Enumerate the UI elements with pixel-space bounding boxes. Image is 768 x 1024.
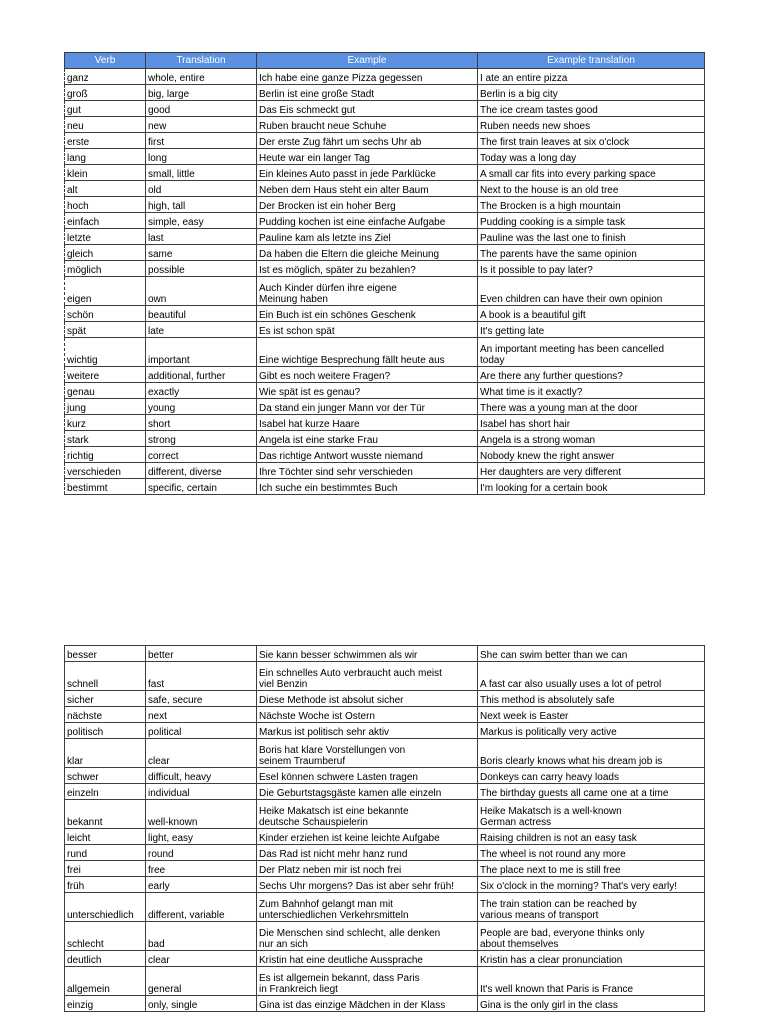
verb-cell: leicht — [65, 829, 146, 845]
example-translation-cell: Her daughters are very different — [478, 463, 705, 479]
example-translation-cell: What time is it exactly? — [478, 383, 705, 399]
table-row — [65, 861, 705, 877]
table-row — [65, 85, 705, 101]
example-cell: Das richtige Antwort wusste niemand — [257, 447, 478, 463]
translation-cell: individual — [146, 784, 257, 800]
table-row — [65, 322, 705, 338]
header-verb: Verb — [65, 53, 146, 69]
table-row — [65, 768, 705, 784]
example-cell: Das Rad ist nicht mehr hanz rund — [257, 845, 478, 861]
verb-cell: groß — [65, 85, 146, 101]
example-cell: Diese Methode ist absolut sicher — [257, 691, 478, 707]
header-example: Example — [257, 53, 478, 69]
translation-cell: simple, easy — [146, 213, 257, 229]
example-translation-cell: Today was a long day — [478, 149, 705, 165]
translation-cell: short — [146, 415, 257, 431]
translation-cell: whole, entire — [146, 69, 257, 85]
table-row — [65, 261, 705, 277]
translation-cell: big, large — [146, 85, 257, 101]
example-translation-cell: The first train leaves at six o'clock — [478, 133, 705, 149]
example-translation-cell: It's well known that Paris is France — [478, 967, 705, 996]
table-body-top — [65, 69, 705, 495]
table-body-bottom — [65, 646, 705, 1012]
example-translation-cell: The wheel is not round any more — [478, 845, 705, 861]
table-row — [65, 133, 705, 149]
verb-cell: richtig — [65, 447, 146, 463]
example-translation-cell: Gina is the only girl in the class — [478, 996, 705, 1012]
example-cell: Kinder erziehen ist keine leichte Aufgabe — [257, 829, 478, 845]
table-row — [65, 415, 705, 431]
translation-cell: safe, secure — [146, 691, 257, 707]
example-cell: Auch Kinder dürfen ihre eigene Meinung haben — [257, 277, 478, 306]
example-cell: Ein Buch ist ein schönes Geschenk — [257, 306, 478, 322]
translation-cell: high, tall — [146, 197, 257, 213]
table-row — [65, 213, 705, 229]
example-cell: Isabel hat kurze Haare — [257, 415, 478, 431]
translation-cell: general — [146, 967, 257, 996]
table-row — [65, 646, 705, 662]
verb-cell: erste — [65, 133, 146, 149]
example-translation-cell: The birthday guests all came one at a time — [478, 784, 705, 800]
translation-cell: beautiful — [146, 306, 257, 322]
table-row — [65, 447, 705, 463]
translation-cell: clear — [146, 951, 257, 967]
example-cell: Der Platz neben mir ist noch frei — [257, 861, 478, 877]
example-translation-cell: The train station can be reached by various means of transport — [478, 893, 705, 922]
example-cell: Zum Bahnhof gelangt man mit unterschiedlichen Verkehrsmitteln — [257, 893, 478, 922]
translation-cell: well-known — [146, 800, 257, 829]
translation-cell: young — [146, 399, 257, 415]
example-translation-cell: Angela is a strong woman — [478, 431, 705, 447]
table-row — [65, 338, 705, 367]
verb-cell: spät — [65, 322, 146, 338]
verb-cell: sicher — [65, 691, 146, 707]
translation-cell: correct — [146, 447, 257, 463]
table-row — [65, 181, 705, 197]
example-cell: Eine wichtige Besprechung fällt heute aus — [257, 338, 478, 367]
example-translation-cell: Next to the house is an old tree — [478, 181, 705, 197]
vocabulary-table-bottom — [64, 645, 705, 1012]
example-cell: Nächste Woche ist Ostern — [257, 707, 478, 723]
example-cell: Heike Makatsch ist eine bekannte deutsche Schauspielerin — [257, 800, 478, 829]
translation-cell: specific, certain — [146, 479, 257, 495]
example-cell: Ist es möglich, später zu bezahlen? — [257, 261, 478, 277]
verb-cell: gleich — [65, 245, 146, 261]
verb-cell: deutlich — [65, 951, 146, 967]
example-translation-cell: Next week is Easter — [478, 707, 705, 723]
translation-cell: additional, further — [146, 367, 257, 383]
example-translation-cell: Kristin has a clear pronunciation — [478, 951, 705, 967]
example-translation-cell: There was a young man at the door — [478, 399, 705, 415]
verb-cell: wichtig — [65, 338, 146, 367]
example-translation-cell: Pauline was the last one to finish — [478, 229, 705, 245]
translation-cell: first — [146, 133, 257, 149]
example-translation-cell: Are there any further questions? — [478, 367, 705, 383]
table-row — [65, 399, 705, 415]
header-row — [65, 53, 705, 69]
verb-cell: bestimmt — [65, 479, 146, 495]
example-cell: Gina ist das einzige Mädchen in der Klass — [257, 996, 478, 1012]
table-row — [65, 739, 705, 768]
verb-cell: frei — [65, 861, 146, 877]
table-row — [65, 277, 705, 306]
verb-cell: allgemein — [65, 967, 146, 996]
translation-cell: difficult, heavy — [146, 768, 257, 784]
table-row — [65, 723, 705, 739]
translation-cell: early — [146, 877, 257, 893]
example-cell: Sie kann besser schwimmen als wir — [257, 646, 478, 662]
example-cell: Es ist schon spät — [257, 322, 478, 338]
verb-cell: klar — [65, 739, 146, 768]
example-cell: Gibt es noch weitere Fragen? — [257, 367, 478, 383]
example-translation-cell: The place next to me is still free — [478, 861, 705, 877]
translation-cell: better — [146, 646, 257, 662]
table-row — [65, 951, 705, 967]
table-row — [65, 479, 705, 495]
translation-cell: good — [146, 101, 257, 117]
example-cell: Berlin ist eine große Stadt — [257, 85, 478, 101]
verb-cell: einzeln — [65, 784, 146, 800]
example-cell: Pauline kam als letzte ins Ziel — [257, 229, 478, 245]
header-translation: Translation — [146, 53, 257, 69]
translation-cell: last — [146, 229, 257, 245]
table-row — [65, 383, 705, 399]
example-translation-cell: Boris clearly knows what his dream job is — [478, 739, 705, 768]
verb-cell: besser — [65, 646, 146, 662]
table-row — [65, 922, 705, 951]
header-example-translation: Example translation — [478, 53, 705, 69]
translation-cell: clear — [146, 739, 257, 768]
example-cell: Ihre Töchter sind sehr verschieden — [257, 463, 478, 479]
table-row — [65, 662, 705, 691]
example-translation-cell: She can swim better than we can — [478, 646, 705, 662]
table-row — [65, 245, 705, 261]
example-translation-cell: Even children can have their own opinion — [478, 277, 705, 306]
table-row — [65, 367, 705, 383]
table-row — [65, 784, 705, 800]
example-cell: Das Eis schmeckt gut — [257, 101, 478, 117]
example-translation-cell: I'm looking for a certain book — [478, 479, 705, 495]
example-translation-cell: Ruben needs new shoes — [478, 117, 705, 133]
verb-cell: lang — [65, 149, 146, 165]
verb-cell: weitere — [65, 367, 146, 383]
translation-cell: new — [146, 117, 257, 133]
example-translation-cell: An important meeting has been cancelled today — [478, 338, 705, 367]
verb-cell: kurz — [65, 415, 146, 431]
table-row — [65, 996, 705, 1012]
translation-cell: round — [146, 845, 257, 861]
table-row — [65, 691, 705, 707]
example-cell: Der erste Zug fährt um sechs Uhr ab — [257, 133, 478, 149]
example-cell: Der Brocken ist ein hoher Berg — [257, 197, 478, 213]
example-cell: Ein schnelles Auto verbraucht auch meist viel Benzin — [257, 662, 478, 691]
example-cell: Kristin hat eine deutliche Aussprache — [257, 951, 478, 967]
verb-cell: rund — [65, 845, 146, 861]
example-translation-cell: Pudding cooking is a simple task — [478, 213, 705, 229]
example-translation-cell: People are bad, everyone thinks only about themselves — [478, 922, 705, 951]
translation-cell: different, diverse — [146, 463, 257, 479]
example-cell: Es ist allgemein bekannt, dass Paris in Frankreich liegt — [257, 967, 478, 996]
table-row — [65, 229, 705, 245]
translation-cell: important — [146, 338, 257, 367]
example-cell: Pudding kochen ist eine einfache Aufgabe — [257, 213, 478, 229]
verb-cell: verschieden — [65, 463, 146, 479]
example-translation-cell: Raising children is not an easy task — [478, 829, 705, 845]
example-cell: Sechs Uhr morgens? Das ist aber sehr früh! — [257, 877, 478, 893]
translation-cell: fast — [146, 662, 257, 691]
table-row — [65, 101, 705, 117]
translation-cell: long — [146, 149, 257, 165]
table-row — [65, 800, 705, 829]
vocabulary-table-top — [64, 52, 705, 495]
table-row — [65, 306, 705, 322]
verb-cell: schlecht — [65, 922, 146, 951]
example-translation-cell: A small car fits into every parking space — [478, 165, 705, 181]
table-row — [65, 829, 705, 845]
verb-cell: jung — [65, 399, 146, 415]
verb-cell: einfach — [65, 213, 146, 229]
translation-cell: small, little — [146, 165, 257, 181]
translation-cell: free — [146, 861, 257, 877]
example-translation-cell: Is it possible to pay later? — [478, 261, 705, 277]
example-translation-cell: Heike Makatsch is a well-known German actress — [478, 800, 705, 829]
verb-cell: letzte — [65, 229, 146, 245]
table-row — [65, 463, 705, 479]
verb-cell: ganz — [65, 69, 146, 85]
verb-cell: nächste — [65, 707, 146, 723]
verb-cell: schnell — [65, 662, 146, 691]
verb-cell: bekannt — [65, 800, 146, 829]
translation-cell: next — [146, 707, 257, 723]
translation-cell: own — [146, 277, 257, 306]
example-translation-cell: Nobody knew the right answer — [478, 447, 705, 463]
example-cell: Ein kleines Auto passt in jede Parklücke — [257, 165, 478, 181]
verb-cell: unterschiedlich — [65, 893, 146, 922]
translation-cell: only, single — [146, 996, 257, 1012]
translation-cell: old — [146, 181, 257, 197]
example-cell: Ich habe eine ganze Pizza gegessen — [257, 69, 478, 85]
table-row — [65, 967, 705, 996]
example-translation-cell: I ate an entire pizza — [478, 69, 705, 85]
example-cell: Ich suche ein bestimmtes Buch — [257, 479, 478, 495]
verb-cell: stark — [65, 431, 146, 447]
translation-cell: strong — [146, 431, 257, 447]
table-row — [65, 431, 705, 447]
example-cell: Die Menschen sind schlecht, alle denken nur an sich — [257, 922, 478, 951]
example-cell: Wie spät ist es genau? — [257, 383, 478, 399]
verb-cell: politisch — [65, 723, 146, 739]
example-translation-cell: A fast car also usually uses a lot of petrol — [478, 662, 705, 691]
example-translation-cell: Donkeys can carry heavy loads — [478, 768, 705, 784]
example-cell: Heute war ein langer Tag — [257, 149, 478, 165]
table-row — [65, 69, 705, 85]
verb-cell: alt — [65, 181, 146, 197]
table-row — [65, 165, 705, 181]
example-translation-cell: The Brocken is a high mountain — [478, 197, 705, 213]
example-cell: Angela ist eine starke Frau — [257, 431, 478, 447]
example-cell: Neben dem Haus steht ein alter Baum — [257, 181, 478, 197]
example-cell: Boris hat klare Vorstellungen von seinem Traumberuf — [257, 739, 478, 768]
verb-cell: gut — [65, 101, 146, 117]
verb-cell: früh — [65, 877, 146, 893]
verb-cell: möglich — [65, 261, 146, 277]
example-translation-cell: This method is absolutely safe — [478, 691, 705, 707]
example-translation-cell: Isabel has short hair — [478, 415, 705, 431]
translation-cell: light, easy — [146, 829, 257, 845]
example-cell: Die Geburtstagsgäste kamen alle einzeln — [257, 784, 478, 800]
table-row — [65, 845, 705, 861]
example-translation-cell: Markus is politically very active — [478, 723, 705, 739]
verb-cell: genau — [65, 383, 146, 399]
example-translation-cell: A book is a beautiful gift — [478, 306, 705, 322]
example-translation-cell: Berlin is a big city — [478, 85, 705, 101]
translation-cell: different, variable — [146, 893, 257, 922]
example-cell: Esel können schwere Lasten tragen — [257, 768, 478, 784]
example-cell: Markus ist politisch sehr aktiv — [257, 723, 478, 739]
verb-cell: schwer — [65, 768, 146, 784]
example-translation-cell: The ice cream tastes good — [478, 101, 705, 117]
verb-cell: schön — [65, 306, 146, 322]
example-translation-cell: The parents have the same opinion — [478, 245, 705, 261]
example-translation-cell: Six o'clock in the morning? That's very early! — [478, 877, 705, 893]
verb-cell: klein — [65, 165, 146, 181]
example-cell: Da stand ein junger Mann vor der Tür — [257, 399, 478, 415]
translation-cell: same — [146, 245, 257, 261]
table-row — [65, 197, 705, 213]
example-cell: Ruben braucht neue Schuhe — [257, 117, 478, 133]
translation-cell: bad — [146, 922, 257, 951]
table-row — [65, 877, 705, 893]
table-row — [65, 707, 705, 723]
translation-cell: exactly — [146, 383, 257, 399]
verb-cell: hoch — [65, 197, 146, 213]
example-cell: Da haben die Eltern die gleiche Meinung — [257, 245, 478, 261]
translation-cell: political — [146, 723, 257, 739]
translation-cell: late — [146, 322, 257, 338]
table-row — [65, 893, 705, 922]
verb-cell: eigen — [65, 277, 146, 306]
example-translation-cell: It's getting late — [478, 322, 705, 338]
verb-cell: neu — [65, 117, 146, 133]
verb-cell: einzig — [65, 996, 146, 1012]
table-row — [65, 117, 705, 133]
translation-cell: possible — [146, 261, 257, 277]
table-row — [65, 149, 705, 165]
